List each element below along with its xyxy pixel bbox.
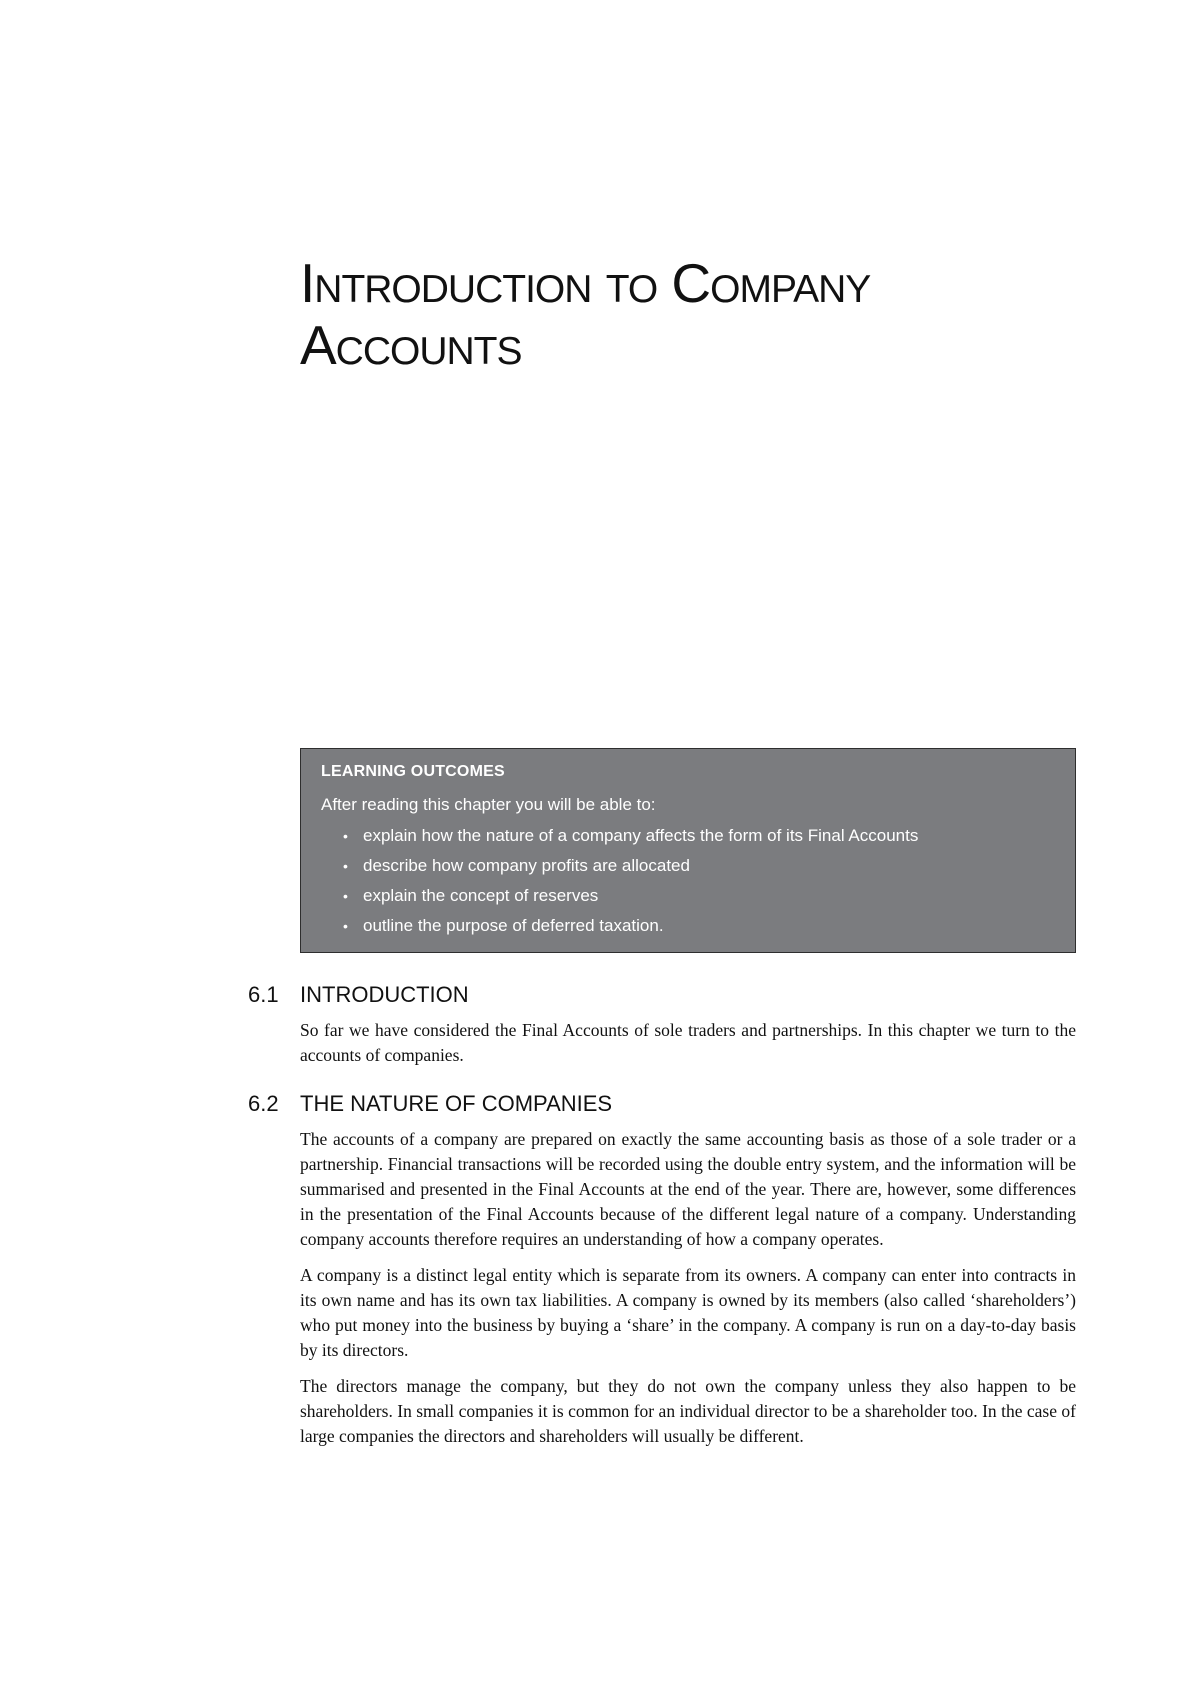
- learning-outcome-item: [343, 851, 1055, 881]
- learning-outcome-item: [343, 821, 1055, 851]
- section-body: [300, 1127, 1076, 1449]
- paragraph: The directors manage the company, but they do not own the company unless they also happen to be shareholders. In small companies it is common for an individual director to be a shareholder too. In the case of large companies the directors and shareholders will usually be different.: [300, 1376, 1076, 1446]
- bullet-icon: •: [343, 888, 348, 904]
- chapter-title-line-1: Introduction to Company: [300, 252, 871, 314]
- section-introduction: [248, 980, 1076, 1068]
- section-number: 6.1: [248, 982, 279, 1007]
- learning-outcome-item: [343, 911, 1055, 941]
- chapter-title: [300, 252, 1060, 376]
- paragraph: A company is a distinct legal entity which is separate from its owners. A company can enter into contracts in its own name and has its own tax liabilities. A company is owned by its members (also called ‘shareholders’) who put money into the business by buying a ‘share’ in the company. A company is run on a day-to-day basis by its directors.: [300, 1265, 1076, 1360]
- section-heading: [248, 1089, 1076, 1119]
- learning-outcome-text: outline the purpose of deferred taxation.: [363, 916, 664, 935]
- learning-outcome-text: explain the concept of reserves: [363, 886, 599, 905]
- bullet-icon: •: [343, 828, 348, 844]
- learning-outcome-item: [343, 881, 1055, 911]
- learning-outcomes-box: [300, 748, 1076, 953]
- paragraph: So far we have considered the Final Accounts of sole traders and partnerships. In this chapter we turn to the accounts of companies.: [300, 1020, 1076, 1065]
- section-heading: [248, 980, 1076, 1010]
- learning-outcomes-intro: After reading this chapter you will be able to:: [321, 795, 656, 814]
- bullet-icon: •: [343, 918, 348, 934]
- section-number: 6.2: [248, 1091, 279, 1116]
- learning-outcome-text: describe how company profits are allocated: [363, 856, 690, 875]
- section-nature-of-companies: [248, 1089, 1076, 1449]
- section-body: [300, 1018, 1076, 1068]
- learning-outcomes-list: [321, 821, 1055, 941]
- section-title: INTRODUCTION: [300, 982, 469, 1007]
- bullet-icon: •: [343, 858, 348, 874]
- learning-outcomes-heading: LEARNING OUTCOMES: [321, 763, 505, 780]
- learning-outcome-text: explain how the nature of a company affects the form of its Final Accounts: [363, 826, 919, 845]
- chapter-title-line-2: Accounts: [300, 314, 522, 376]
- paragraph: The accounts of a company are prepared on exactly the same accounting basis as those of a sole trader or a partnership. Financial transactions will be recorded using the double entry system, and the information will be summarised and presented in the Final Accounts at the end of the year. There are, however, some differences in the presentation of the Final Accounts because of the different legal nature of a company. Understanding company accounts therefore requires an understanding of how a company operates.: [300, 1129, 1076, 1249]
- section-title: THE NATURE OF COMPANIES: [300, 1091, 613, 1116]
